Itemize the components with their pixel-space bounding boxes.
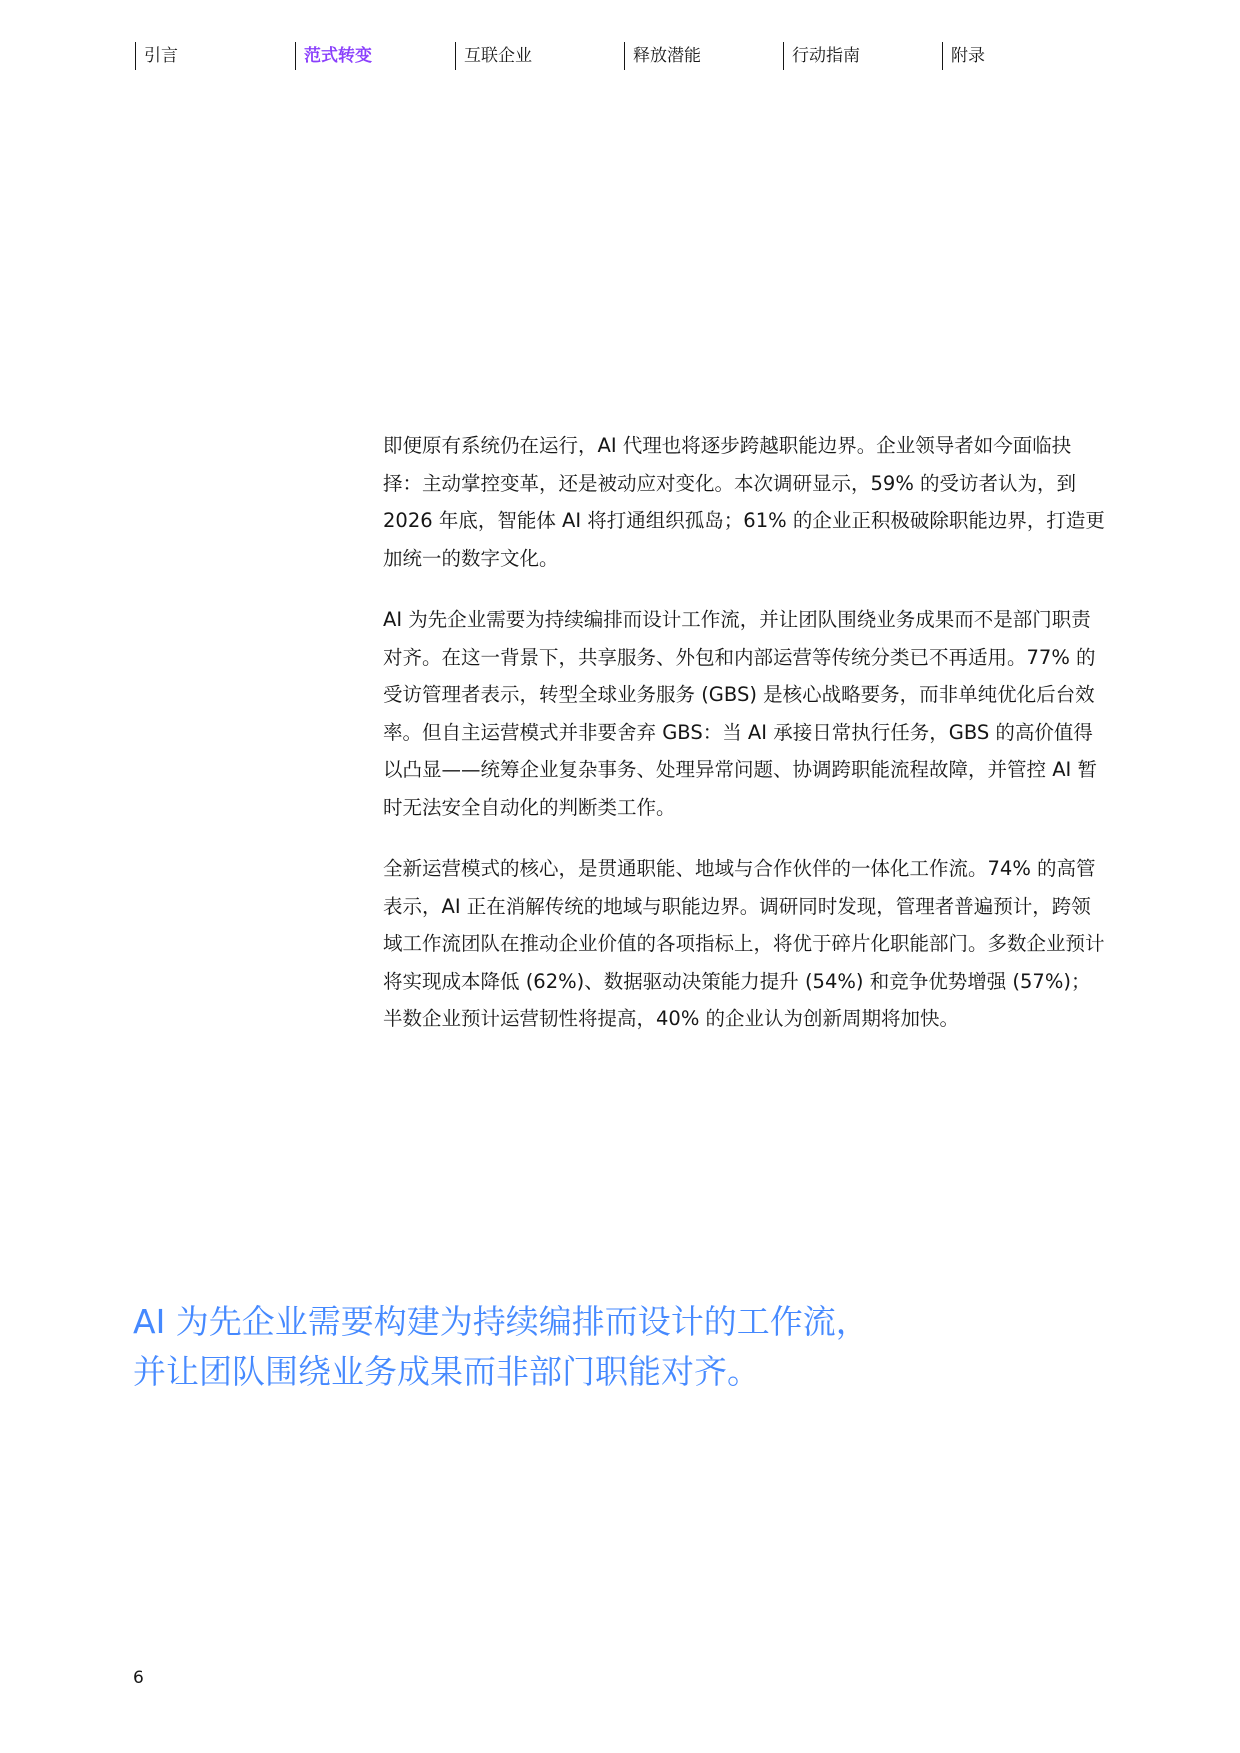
nav-item-appendix[interactable]: 附录 xyxy=(942,42,985,70)
body-text xyxy=(383,427,1108,1062)
paragraph: 全新运营模式的核心，是贯通职能、地域与合作伙伴的一体化工作流。74% 的高管表示，AI 正在消解传统的地域与职能边界。调研同时发现，管理者普遍预计，跨领域工作流团队在推动企业价值的各项指标上，将优于碎片化职能部门。多数企业预计将实现成本降低 (62%)、数据驱动决策能力提升 (54%) 和竞争优势增强 (57%)；半数企业预计运营韧性将提高，40% 的企业认为创新周期将加快。 xyxy=(383,857,1105,1030)
pull-quote xyxy=(133,1297,1133,1397)
pull-quote-line-1: AI 为先企业需要构建为持续编排而设计的工作流， xyxy=(133,1302,869,1341)
nav-item-intro[interactable]: 引言 xyxy=(135,42,178,70)
nav-item-paradigm-shift[interactable]: 范式转变 xyxy=(295,42,372,70)
page-number: 6 xyxy=(133,1668,144,1688)
pull-quote-line-2: 并让团队围绕业务成果而非部门职能对齐。 xyxy=(133,1352,760,1391)
paragraph: AI 为先企业需要为持续编排而设计工作流，并让团队围绕业务成果而不是部门职责对齐。在这一背景下，共享服务、外包和内部运营等传统分类已不再适用。77% 的受访管理者表示，转型全球业务服务 (GBS) 是核心战略要务，而非单纯优化后台效率。但自主运营模式并非要舍弃 GBS：当 AI 承接日常执行任务，GBS 的高价值得以凸显——统筹企业复杂事务、处理异常问题、协调跨职能流程故障，并管控 AI 暂时无法安全自动化的判断类工作。 xyxy=(383,608,1097,819)
nav-item-connected-enterprise[interactable]: 互联企业 xyxy=(455,42,532,70)
nav-item-action-guide[interactable]: 行动指南 xyxy=(783,42,860,70)
paragraph: 即便原有系统仍在运行，AI 代理也将逐步跨越职能边界。企业领导者如今面临抉择：主动掌控变革，还是被动应对变化。本次调研显示，59% 的受访者认为，到 2026 年底，智能体 AI 将打通组织孤岛；61% 的企业正积极破除职能边界，打造更加统一的数字文化。 xyxy=(383,434,1105,570)
top-navigation xyxy=(135,42,1135,72)
nav-item-unlock-potential[interactable]: 释放潜能 xyxy=(624,42,701,70)
